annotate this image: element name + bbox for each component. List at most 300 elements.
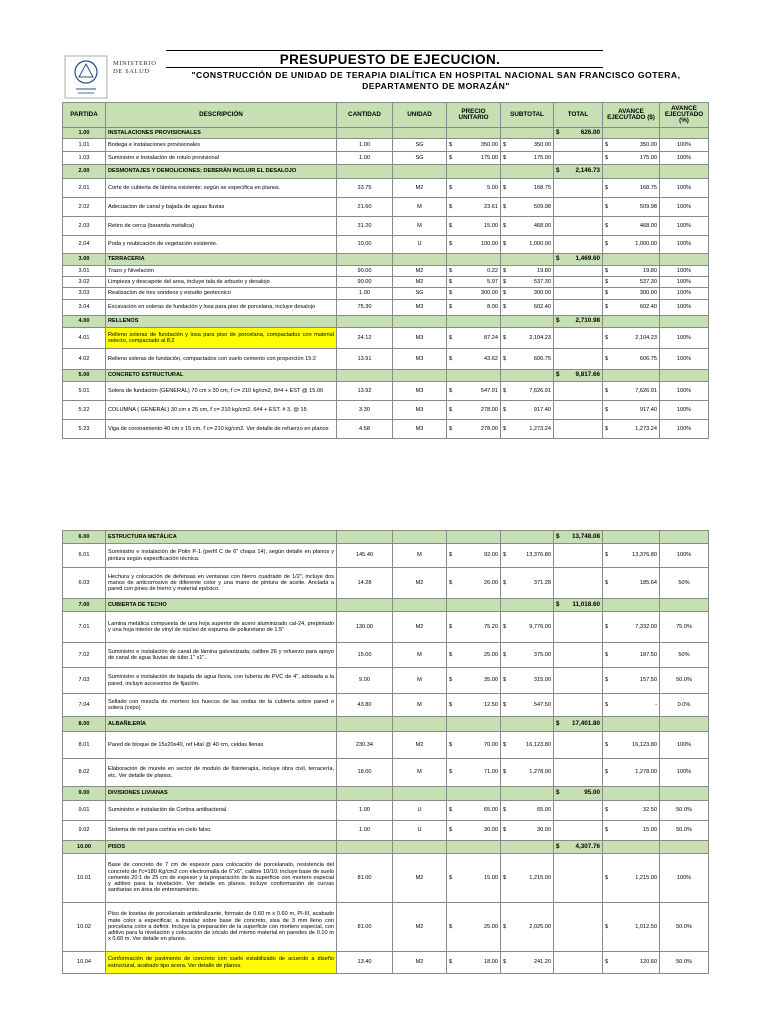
item-unit-price-value: 278.00 bbox=[480, 406, 498, 413]
empty-cell bbox=[554, 266, 603, 277]
project-subtitle: "CONSTRUCCIÓN DE UNIDAD DE TERAPIA DIALÍTICA EN HOSPITAL NACIONAL SAN FRANCISCO GOTERA, DEPARTAMENTO DE MORAZÁN" bbox=[191, 70, 681, 91]
item-unit: M3 bbox=[393, 420, 447, 439]
item-subtotal-value: 1,273.24 bbox=[529, 425, 551, 432]
currency-symbol: $ bbox=[605, 807, 609, 814]
table-row bbox=[63, 288, 709, 300]
item-unit-price-value: 15.00 bbox=[484, 874, 498, 881]
currency-symbol: $ bbox=[449, 425, 453, 432]
currency-symbol: $ bbox=[449, 769, 453, 776]
empty-cell bbox=[337, 128, 393, 139]
item-code: 8.01 bbox=[63, 732, 106, 759]
section-row bbox=[63, 531, 709, 544]
currency-symbol: $ bbox=[503, 677, 507, 684]
currency-symbol: $ bbox=[449, 334, 453, 341]
item-description: Suministro e instalación de Polin P-1 (perfil C de 6" chapa 14), según detalle en planos y pintura según especificación técnica. bbox=[106, 544, 337, 568]
currency-symbol: $ bbox=[449, 267, 453, 274]
section-total-value: 626.00 bbox=[580, 128, 600, 136]
item-unit-price bbox=[447, 821, 501, 841]
section-title: PISOS bbox=[106, 841, 337, 854]
section-code: 6.00 bbox=[63, 531, 106, 544]
section-code: 2.00 bbox=[63, 165, 106, 179]
item-subtotal bbox=[501, 300, 554, 316]
table-row bbox=[63, 198, 709, 217]
empty-cell bbox=[554, 198, 603, 217]
currency-symbol: $ bbox=[605, 677, 609, 684]
currency-symbol: $ bbox=[503, 552, 507, 559]
table-row bbox=[63, 612, 709, 643]
item-subtotal bbox=[501, 801, 554, 821]
item-avance-usd bbox=[603, 152, 660, 165]
item-quantity: 21.60 bbox=[337, 198, 393, 217]
empty-cell bbox=[660, 128, 709, 139]
item-unit-price bbox=[447, 236, 501, 254]
empty-cell bbox=[447, 841, 501, 854]
item-avance-pct: 50% bbox=[660, 568, 709, 599]
empty-cell bbox=[393, 717, 447, 732]
empty-cell bbox=[393, 128, 447, 139]
item-avance-usd bbox=[603, 328, 660, 349]
empty-cell bbox=[554, 801, 603, 821]
empty-cell bbox=[603, 370, 660, 382]
item-subtotal bbox=[501, 854, 554, 903]
item-subtotal-value: 606.75 bbox=[533, 355, 551, 362]
item-description: Suministro e instalación de Cortina antibacterial. bbox=[106, 801, 337, 821]
currency-symbol: $ bbox=[503, 923, 507, 930]
item-code: 3.04 bbox=[63, 300, 106, 316]
item-avance-pct: 100% bbox=[660, 854, 709, 903]
item-unit: M2 bbox=[393, 732, 447, 759]
section-total-value: 2,146.73 bbox=[575, 167, 600, 175]
table-header-row bbox=[63, 103, 709, 128]
currency-symbol: $ bbox=[556, 842, 560, 850]
currency-symbol: $ bbox=[605, 278, 609, 285]
section-total bbox=[554, 717, 603, 732]
currency-symbol: $ bbox=[605, 203, 609, 210]
item-quantity: 1.00 bbox=[337, 288, 393, 300]
item-subtotal bbox=[501, 288, 554, 300]
item-unit-price-value: 8.00 bbox=[487, 304, 498, 311]
section-total-value: 2,710.98 bbox=[575, 317, 600, 325]
empty-cell bbox=[393, 254, 447, 266]
item-unit-price-value: 65.00 bbox=[484, 807, 498, 814]
empty-cell bbox=[554, 612, 603, 643]
currency-symbol: $ bbox=[605, 741, 609, 748]
table-row bbox=[63, 328, 709, 349]
item-unit-price-value: 350.00 bbox=[480, 141, 498, 148]
item-unit-price bbox=[447, 198, 501, 217]
item-avance-usd-value: 7,332.00 bbox=[635, 623, 657, 630]
item-avance-usd bbox=[603, 139, 660, 152]
table-row bbox=[63, 643, 709, 668]
item-subtotal bbox=[501, 668, 554, 694]
item-unit-price-value: 23.61 bbox=[484, 203, 498, 210]
col-precio: PRECIO UNITARIO bbox=[447, 103, 501, 128]
currency-symbol: $ bbox=[605, 769, 609, 776]
title-rule-bottom bbox=[166, 67, 603, 68]
item-code: 2.02 bbox=[63, 198, 106, 217]
item-unit: M bbox=[393, 668, 447, 694]
empty-cell bbox=[554, 179, 603, 198]
item-avance-pct: 100% bbox=[660, 179, 709, 198]
empty-cell bbox=[393, 316, 447, 328]
item-unit-price bbox=[447, 277, 501, 288]
item-avance-usd bbox=[603, 643, 660, 668]
empty-cell bbox=[501, 787, 554, 801]
item-unit-price-value: 25.00 bbox=[484, 923, 498, 930]
empty-cell bbox=[603, 787, 660, 801]
section-code: 8.00 bbox=[63, 717, 106, 732]
empty-cell bbox=[554, 349, 603, 370]
currency-symbol: $ bbox=[556, 317, 560, 325]
section-total bbox=[554, 370, 603, 382]
item-avance-usd-value: 13,376.80 bbox=[632, 552, 657, 559]
currency-symbol: $ bbox=[556, 255, 560, 263]
item-code: 2.01 bbox=[63, 179, 106, 198]
empty-cell bbox=[447, 717, 501, 732]
empty-cell bbox=[603, 165, 660, 179]
currency-symbol: $ bbox=[503, 334, 507, 341]
section-total bbox=[554, 841, 603, 854]
item-quantity: 14.28 bbox=[337, 568, 393, 599]
item-subtotal-value: 371.28 bbox=[533, 579, 551, 586]
section-row bbox=[63, 787, 709, 801]
item-description: Retiro de cerca (baranda metalica) bbox=[106, 217, 337, 236]
item-avance-usd-value: 606.75 bbox=[639, 355, 657, 362]
item-avance-pct: 100% bbox=[660, 217, 709, 236]
item-avance-usd bbox=[603, 349, 660, 370]
item-subtotal bbox=[501, 266, 554, 277]
item-quantity: 1.00 bbox=[337, 152, 393, 165]
item-avance-usd-value: 1,273.24 bbox=[635, 425, 657, 432]
empty-cell bbox=[603, 254, 660, 266]
item-subtotal bbox=[501, 217, 554, 236]
item-subtotal-value: 300.00 bbox=[533, 290, 551, 297]
col-cantidad: CANTIDAD bbox=[337, 103, 393, 128]
table-row bbox=[63, 266, 709, 277]
item-unit-price-value: 26.00 bbox=[484, 579, 498, 586]
item-subtotal bbox=[501, 198, 554, 217]
currency-symbol: $ bbox=[605, 923, 609, 930]
item-avance-pct: 50.0% bbox=[660, 952, 709, 974]
item-unit-price-value: 5.97 bbox=[487, 278, 498, 285]
item-subtotal bbox=[501, 732, 554, 759]
item-avance-pct: 100% bbox=[660, 732, 709, 759]
currency-symbol: $ bbox=[503, 959, 507, 966]
currency-symbol: $ bbox=[449, 651, 453, 658]
table-row bbox=[63, 217, 709, 236]
item-unit-price-value: 18.00 bbox=[484, 959, 498, 966]
item-avance-usd bbox=[603, 382, 660, 401]
item-avance-usd-value: 187.50 bbox=[639, 651, 657, 658]
section-total bbox=[554, 599, 603, 612]
item-avance-pct: 100% bbox=[660, 300, 709, 316]
item-avance-pct: 100% bbox=[660, 349, 709, 370]
item-description: Viga de coronamiento 40 cm x 15 cm, f´c= 210 kg/cm2. Ver detalle de refuerzo en planos bbox=[106, 420, 337, 439]
item-subtotal-value: 1,000.00 bbox=[529, 241, 551, 248]
currency-symbol: $ bbox=[449, 203, 453, 210]
item-avance-usd bbox=[603, 854, 660, 903]
item-code: 6.03 bbox=[63, 568, 106, 599]
item-subtotal bbox=[501, 382, 554, 401]
item-quantity: 31.20 bbox=[337, 217, 393, 236]
section-total-value: 17,401.80 bbox=[571, 719, 600, 727]
item-unit-price bbox=[447, 952, 501, 974]
item-unit-price bbox=[447, 668, 501, 694]
item-quantity: 90.00 bbox=[337, 277, 393, 288]
empty-cell bbox=[603, 316, 660, 328]
empty-cell bbox=[554, 643, 603, 668]
section-total bbox=[554, 531, 603, 544]
item-avance-usd-value: 1,215.00 bbox=[635, 874, 657, 881]
item-subtotal bbox=[501, 694, 554, 717]
currency-symbol: $ bbox=[503, 425, 507, 432]
item-unit-price-value: 547.91 bbox=[480, 387, 498, 394]
item-unit-price-value: 278.00 bbox=[480, 425, 498, 432]
item-quantity: 1.00 bbox=[337, 821, 393, 841]
section-total bbox=[554, 165, 603, 179]
currency-symbol: $ bbox=[503, 267, 507, 274]
item-unit-price-value: 12.50 bbox=[484, 701, 498, 708]
item-description: Piso de losetas de porcelanato antideslizante, formato de 0.60 m x 0.60 m, PI-III, acabado mate color a especificar, a instalar sobre base de concreto, sisa de 3 mm lleno con porcelana color a definir. Incluye la preparación de la superficie con mortero especial, con aditivo para la nivelación y colocación de zócalo del mismo material en paredes de 0.10 m x 0.60 m. Ver detalle en planos. bbox=[106, 903, 337, 952]
empty-cell bbox=[393, 787, 447, 801]
item-avance-usd-value: 350.00 bbox=[639, 141, 657, 148]
item-code: 3.01 bbox=[63, 266, 106, 277]
item-quantity: 81.00 bbox=[337, 854, 393, 903]
item-avance-usd bbox=[603, 236, 660, 254]
item-unit-price-value: 92.00 bbox=[484, 552, 498, 559]
currency-symbol: $ bbox=[449, 387, 453, 394]
currency-symbol: $ bbox=[503, 807, 507, 814]
item-unit: M2 bbox=[393, 952, 447, 974]
currency-symbol: $ bbox=[449, 677, 453, 684]
empty-cell bbox=[660, 599, 709, 612]
currency-symbol: $ bbox=[605, 154, 609, 161]
currency-symbol: $ bbox=[503, 154, 507, 161]
currency-symbol: $ bbox=[449, 827, 453, 834]
table-row bbox=[63, 300, 709, 316]
currency-symbol: $ bbox=[449, 141, 453, 148]
item-unit-price bbox=[447, 217, 501, 236]
item-description: Base de concreto de 7 cm de espesor para colocación de porcelanato, resistencia del concreto de f'c=180 Kg/cm2 con electromalla de 6"x6", calibre 10/10; incluye base de suelo cemento 20:1 de 25 cm de espesor y la preparación de la superficie con mortero especial y aditivo para la nivelación. Ver detalle en planos. incluye conformación de curvas sanitarias en área de entrenamiento. bbox=[106, 854, 337, 903]
empty-cell bbox=[660, 165, 709, 179]
currency-symbol: $ bbox=[605, 141, 609, 148]
item-unit-price bbox=[447, 300, 501, 316]
item-avance-pct: 100% bbox=[660, 420, 709, 439]
item-unit-price bbox=[447, 152, 501, 165]
item-avance-usd-value: 1,278.00 bbox=[635, 769, 657, 776]
item-quantity: 81.00 bbox=[337, 903, 393, 952]
empty-cell bbox=[660, 787, 709, 801]
currency-symbol: $ bbox=[503, 623, 507, 630]
item-subtotal-value: 509.98 bbox=[533, 203, 551, 210]
currency-symbol: $ bbox=[503, 222, 507, 229]
item-quantity: 9.00 bbox=[337, 668, 393, 694]
item-description: Suministro e instalación de canal de lámina galvanizada, calibre 26 y refuerzo para apoyo de canal de agua lluvias de tubo 1" x1". bbox=[106, 643, 337, 668]
item-unit: M2 bbox=[393, 568, 447, 599]
empty-cell bbox=[603, 531, 660, 544]
empty-cell bbox=[660, 531, 709, 544]
item-subtotal-value: 19.80 bbox=[537, 267, 551, 274]
item-avance-usd bbox=[603, 568, 660, 599]
item-quantity: 75.30 bbox=[337, 300, 393, 316]
empty-cell bbox=[501, 599, 554, 612]
item-code: 10.01 bbox=[63, 854, 106, 903]
item-unit-price bbox=[447, 544, 501, 568]
item-subtotal-value: 350.00 bbox=[533, 141, 551, 148]
item-unit: SG bbox=[393, 139, 447, 152]
item-subtotal-value: 2,025.00 bbox=[529, 923, 551, 930]
item-avance-usd-value: 2,104.23 bbox=[635, 334, 657, 341]
currency-symbol: $ bbox=[503, 184, 507, 191]
currency-symbol: $ bbox=[503, 579, 507, 586]
item-description: Bodega e instalaciones provisionales bbox=[106, 139, 337, 152]
table-row bbox=[63, 420, 709, 439]
item-avance-usd-value: 175.00 bbox=[639, 154, 657, 161]
item-subtotal bbox=[501, 401, 554, 420]
section-code: 9.00 bbox=[63, 787, 106, 801]
item-avance-usd-value: 300.00 bbox=[639, 290, 657, 297]
item-unit-price bbox=[447, 643, 501, 668]
item-avance-usd bbox=[603, 952, 660, 974]
empty-cell bbox=[660, 841, 709, 854]
item-subtotal-value: 9,776.00 bbox=[529, 623, 551, 630]
empty-cell bbox=[447, 599, 501, 612]
item-avance-pct: 100% bbox=[660, 139, 709, 152]
item-code: 4.02 bbox=[63, 349, 106, 370]
empty-cell bbox=[603, 717, 660, 732]
item-avance-usd-value: - bbox=[655, 701, 657, 708]
item-unit-price-value: 100.00 bbox=[480, 241, 498, 248]
currency-symbol: $ bbox=[503, 304, 507, 311]
item-description: Elaboración de murete en sector de modulo de fisioterapia, incluye obra civil, terracería, etc. Ver detalle de planos. bbox=[106, 759, 337, 787]
item-subtotal bbox=[501, 612, 554, 643]
item-subtotal-value: 16,123.80 bbox=[526, 741, 551, 748]
item-quantity: 43.80 bbox=[337, 694, 393, 717]
table-row bbox=[63, 349, 709, 370]
currency-symbol: $ bbox=[503, 874, 507, 881]
empty-cell bbox=[660, 254, 709, 266]
table-row bbox=[63, 903, 709, 952]
item-subtotal bbox=[501, 821, 554, 841]
item-avance-pct: 100% bbox=[660, 544, 709, 568]
table-row bbox=[63, 401, 709, 420]
item-unit-price bbox=[447, 854, 501, 903]
item-avance-pct: 100% bbox=[660, 401, 709, 420]
section-row bbox=[63, 841, 709, 854]
empty-cell bbox=[393, 841, 447, 854]
empty-cell bbox=[337, 165, 393, 179]
item-unit: M2 bbox=[393, 266, 447, 277]
item-unit-price-value: 30.00 bbox=[484, 827, 498, 834]
currency-symbol: $ bbox=[449, 278, 453, 285]
empty-cell bbox=[554, 694, 603, 717]
item-subtotal-value: 2,104.23 bbox=[529, 334, 551, 341]
item-subtotal bbox=[501, 277, 554, 288]
item-quantity: 230.34 bbox=[337, 732, 393, 759]
empty-cell bbox=[337, 254, 393, 266]
currency-symbol: $ bbox=[449, 406, 453, 413]
empty-cell bbox=[554, 300, 603, 316]
empty-cell bbox=[393, 165, 447, 179]
empty-cell bbox=[337, 717, 393, 732]
table-row bbox=[63, 568, 709, 599]
empty-cell bbox=[447, 316, 501, 328]
empty-cell bbox=[447, 254, 501, 266]
section-total bbox=[554, 787, 603, 801]
currency-symbol: $ bbox=[605, 623, 609, 630]
currency-symbol: $ bbox=[449, 154, 453, 161]
empty-cell bbox=[501, 841, 554, 854]
item-unit: SG bbox=[393, 288, 447, 300]
item-unit-price bbox=[447, 349, 501, 370]
empty-cell bbox=[393, 370, 447, 382]
empty-cell bbox=[554, 217, 603, 236]
item-quantity: 3.30 bbox=[337, 401, 393, 420]
item-avance-pct: 100% bbox=[660, 198, 709, 217]
currency-symbol: $ bbox=[605, 387, 609, 394]
item-avance-pct: 50.0% bbox=[660, 668, 709, 694]
item-subtotal-value: 13,376.80 bbox=[526, 552, 551, 559]
item-unit: M3 bbox=[393, 349, 447, 370]
empty-cell bbox=[603, 599, 660, 612]
section-title: ALBAÑILERÍA bbox=[106, 717, 337, 732]
empty-cell bbox=[337, 599, 393, 612]
empty-cell bbox=[447, 787, 501, 801]
ministry-logo-text bbox=[113, 60, 157, 76]
item-code: 7.02 bbox=[63, 643, 106, 668]
currency-symbol: $ bbox=[503, 651, 507, 658]
item-unit-price bbox=[447, 732, 501, 759]
empty-cell bbox=[554, 668, 603, 694]
item-code: 1.03 bbox=[63, 152, 106, 165]
item-avance-usd bbox=[603, 612, 660, 643]
currency-symbol: $ bbox=[556, 128, 560, 136]
item-unit: U bbox=[393, 821, 447, 841]
section-row bbox=[63, 254, 709, 266]
section-row bbox=[63, 717, 709, 732]
empty-cell bbox=[554, 139, 603, 152]
currency-symbol: $ bbox=[605, 874, 609, 881]
empty-cell bbox=[337, 531, 393, 544]
empty-cell bbox=[603, 841, 660, 854]
section-title: CONCRETO ESTRUCTURAL bbox=[106, 370, 337, 382]
item-avance-usd bbox=[603, 903, 660, 952]
item-quantity: 10.00 bbox=[337, 236, 393, 254]
table-row bbox=[63, 694, 709, 717]
item-quantity: 90.00 bbox=[337, 266, 393, 277]
empty-cell bbox=[554, 328, 603, 349]
item-unit-price bbox=[447, 801, 501, 821]
section-total bbox=[554, 128, 603, 139]
item-code: 7.03 bbox=[63, 668, 106, 694]
item-avance-pct: 100% bbox=[660, 152, 709, 165]
empty-cell bbox=[554, 152, 603, 165]
col-total: TOTAL bbox=[554, 103, 603, 128]
item-unit-price-value: 300.00 bbox=[480, 290, 498, 297]
currency-symbol: $ bbox=[556, 789, 560, 797]
item-avance-usd-value: 16,123.80 bbox=[632, 741, 657, 748]
item-code: 5.23 bbox=[63, 420, 106, 439]
item-unit-price-value: 43.62 bbox=[484, 355, 498, 362]
item-unit-price bbox=[447, 382, 501, 401]
currency-symbol: $ bbox=[449, 184, 453, 191]
item-unit-price-value: 5.00 bbox=[487, 184, 498, 191]
item-unit: M bbox=[393, 217, 447, 236]
item-avance-pct: 75.0% bbox=[660, 612, 709, 643]
item-code: 5.22 bbox=[63, 401, 106, 420]
currency-symbol: $ bbox=[605, 184, 609, 191]
item-unit: SG bbox=[393, 152, 447, 165]
